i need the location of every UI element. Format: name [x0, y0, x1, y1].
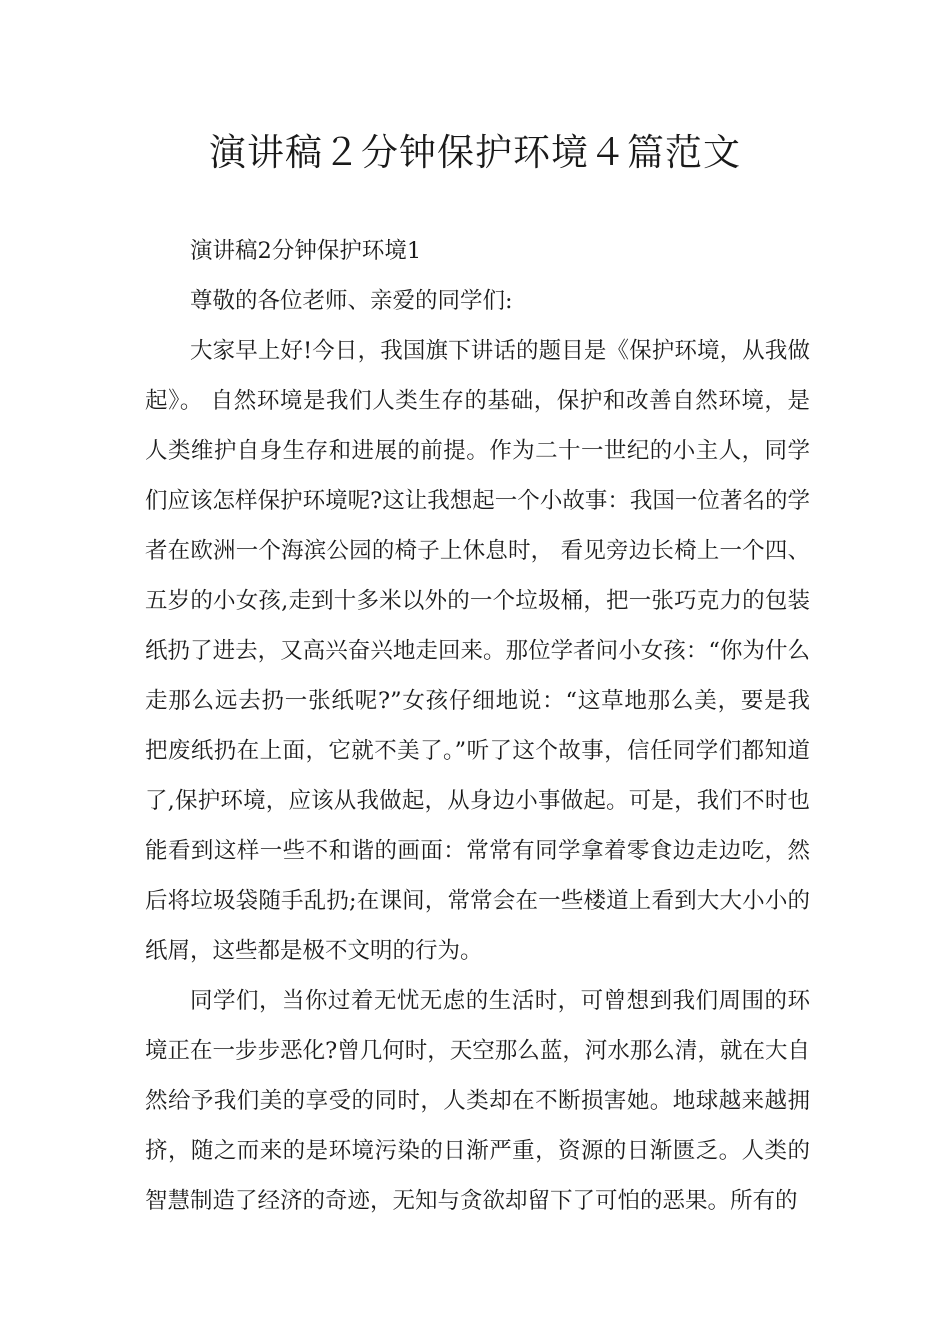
- body-paragraph: 同学们，当你过着无忧无虑的生活时，可曾想到我们周围的环境正在一步步恶化?曾几何时，天空那么蓝，河水那么清，就在大自然给予我们美的享受的同时，人类却在不断损害她。地球越来越拥挤，随之而来的是环境污染的日渐严重，资源的日渐匮乏。人类的智慧制造了经济的奇迹，无知与贪欲却留下了可怕的恶果。所有的: [145, 988, 810, 1214]
- salutation: 尊敬的各位老师、亲爱的同学们:: [190, 288, 513, 314]
- body-paragraph: 大家早上好!今日，我国旗下讲话的题目是《保护环境，从我做起》。 自然环境是我们人类生存的基础，保护和改善自然环境，是人类维护自身生存和进展的前提。作为二十一世纪的小主人，同学们应该怎样保护环境呢?这让我想起一个小故事：我国一位著名的学者在欧洲一个海滨公园的椅子上休息时， 看见旁边长椅上一个四、五岁的小女孩,走到十多米以外的一个垃圾桶，把一张巧克力的包装纸扔了进去，又高兴奋兴地走回来。那位学者问小女孩：“你为什么走那么远去扔一张纸呢?”女孩仔细地说：“这草地那么美，要是我把废纸扔在上面，它就不美了。”听了这个故事，信任同学们都知道了,保护环境，应该从我做起，从身边小事做起。可是，我们不时也能看到这样一些不和谐的画面：常常有同学拿着零食边走边吃，然后将垃圾袋随手乱扔;在课间，常常会在一些楼道上看到大大小小的纸屑，这些都是极不文明的行为。: [145, 338, 810, 964]
- document-title: 演讲稿２分钟保护环境４篇范文: [209, 131, 741, 174]
- section-heading: 演讲稿2分钟保护环境1: [190, 238, 422, 264]
- document-body: [145, 226, 810, 1226]
